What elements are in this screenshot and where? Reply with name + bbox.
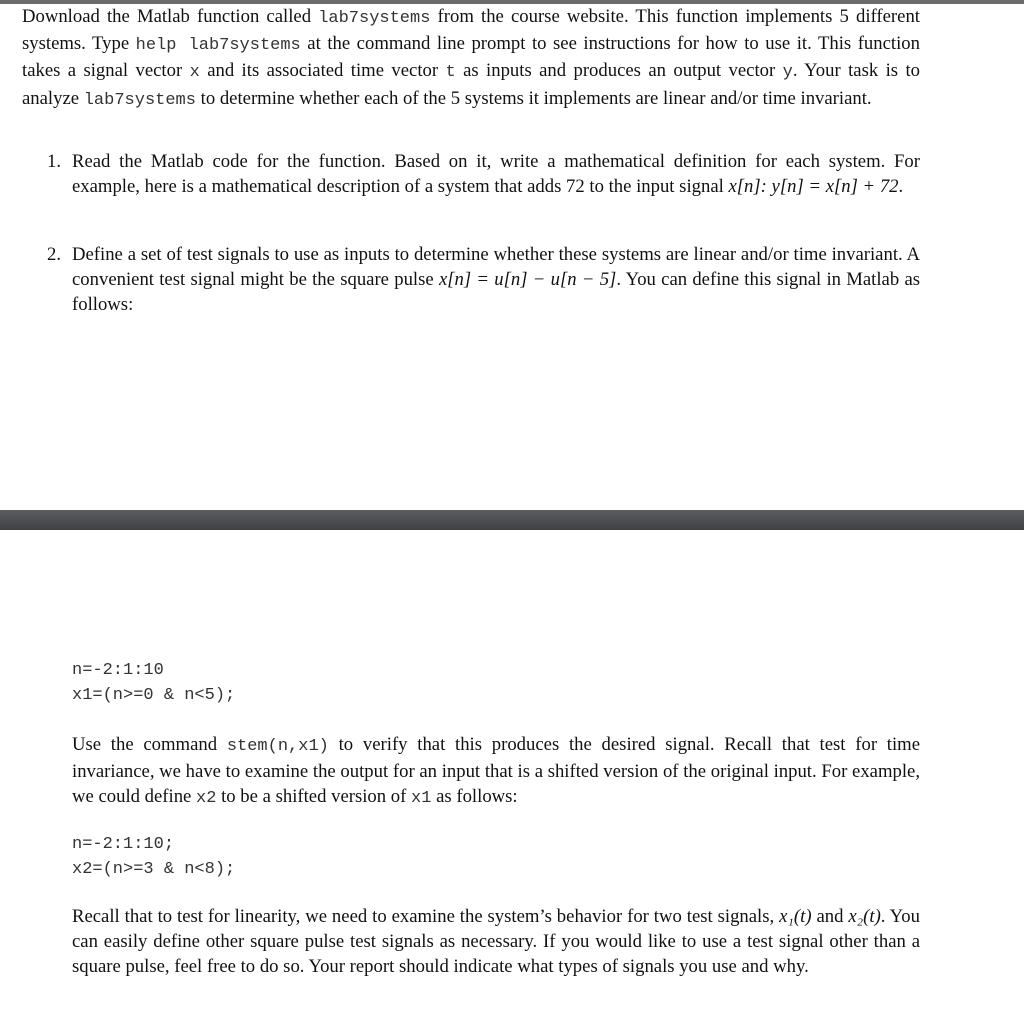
math-expression: x₁(t) <box>779 906 812 927</box>
code-block-x2 <box>72 832 235 882</box>
linearity-paragraph: Recall that to test for linearity, we need to examine the system’s behavior for two test signals, x₁(t) and x₂(t). You can easily define other square pulse test signals as necessary. If you would like to use a test signal other than a square pulse, feel free to do so. Your report should indicate what types of signals you use and why. <box>72 906 920 978</box>
document-page-lower <box>0 530 1024 1016</box>
math-expression: x[n] = u[n] − u[n − 5] <box>438 269 617 291</box>
stem-paragraph: Use the command stem(n,x1) to verify that this produces the desired signal. Recall that test for time invariance, we have to examine the output for an input that is a shifted version of the original input. For example, we could define x2 to be a shifted version of x1 as follows: <box>72 734 920 809</box>
document-page-upper <box>0 4 1024 510</box>
code-line: n=-2:1:10 <box>72 661 164 680</box>
list-number-1: 1. <box>47 151 62 172</box>
list-item-2: Define a set of test signals to use as inputs to determine whether these systems are linear and/or time invariant. A convenient test signal might be the square pulse x[n] = u[n] − u[n − 5]. You can define this signal in Matlab as follows: <box>72 244 921 316</box>
code-line: n=-2:1:10; <box>72 835 175 854</box>
list-item-1: Read the Matlab code for the function. Based on it, write a mathematical definition for each system. For example, here is a mathematical description of a system that adds 72 to the input signal x[n]: y[n] = x[n] + 72. <box>72 151 920 198</box>
code-line: x1=(n>=0 & n<5); <box>72 686 236 705</box>
code-block-x1 <box>72 658 235 708</box>
code-line: x2=(n>=3 & n<8); <box>72 860 236 879</box>
math-expression: x[n]: y[n] = x[n] + 72 <box>728 176 899 198</box>
math-expression: x₂(t) <box>848 906 881 927</box>
page-divider <box>0 510 1024 530</box>
intro-paragraph: Download the Matlab function called lab7systems from the course website. This function implements 5 different systems. Type help lab7systems at the command line prompt to see instructions for how to use it. This function takes a signal vector x and its associated time vector t as inputs and produces an output vector y. Your task is to analyze lab7systems to determine whether each of the 5 systems it implements are linear and/or time invariant. <box>22 6 920 110</box>
list-number-2: 2. <box>47 244 62 265</box>
